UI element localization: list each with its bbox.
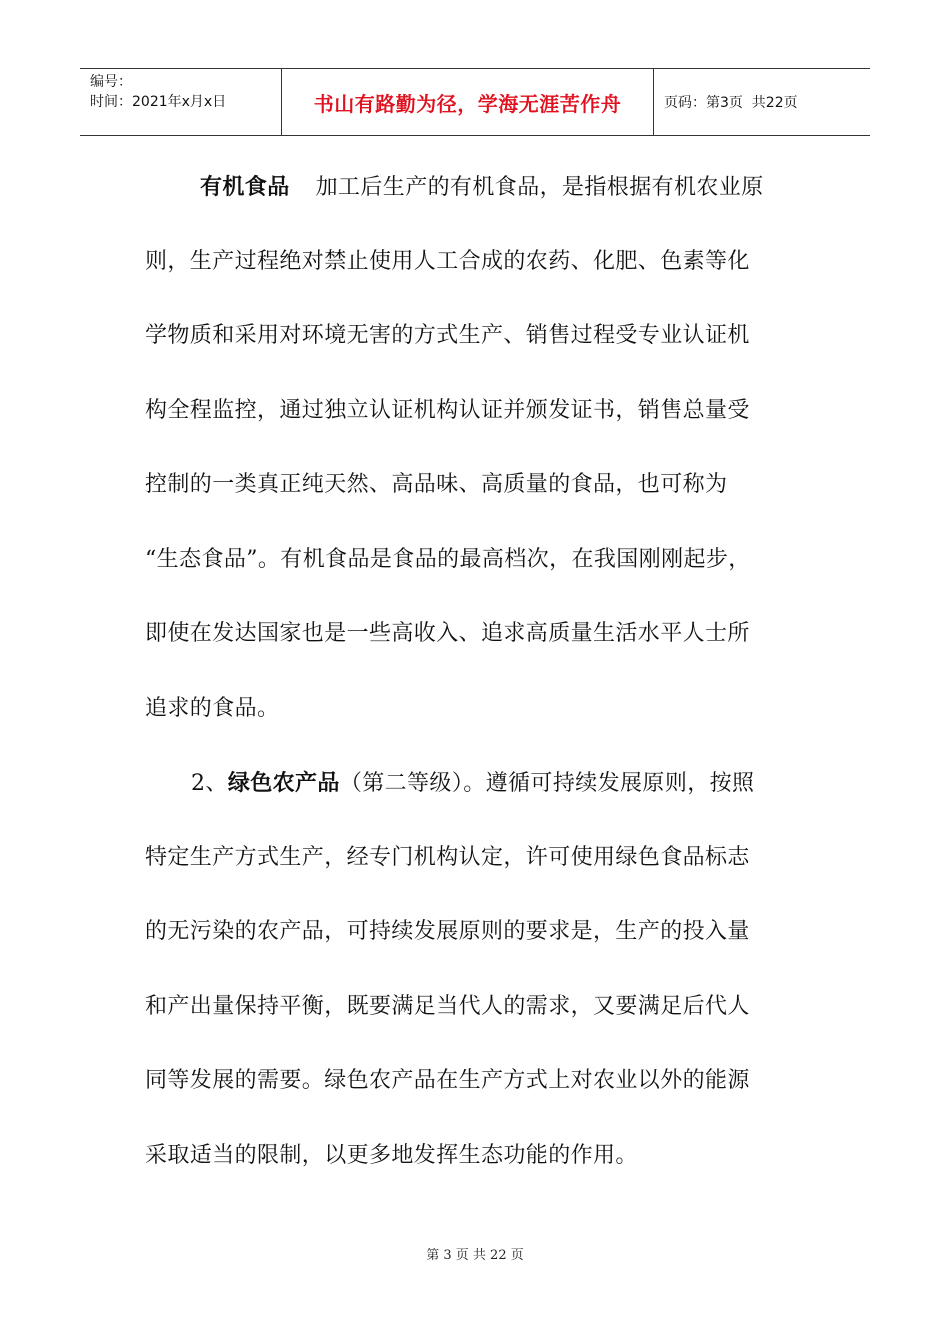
paragraph-1-line: “生态食品”。有机食品是食品的最高档次，在我国刚刚起步， bbox=[145, 546, 751, 572]
term-green-agri-product: 绿色农产品 bbox=[227, 770, 340, 796]
paragraph-1-line: 即使在发达国家也是一些高收入、追求高质量生活水平人士所 bbox=[145, 621, 750, 646]
paragraph-2-line: 特定生产方式生产，经专门机构认定，许可使用绿色食品标志 bbox=[145, 844, 750, 870]
paragraph-1-first-line bbox=[145, 150, 805, 225]
page-footer: 第 3 页 共 22 页 bbox=[426, 1248, 524, 1263]
paragraph-2-first-line bbox=[145, 746, 805, 821]
header-number-label: 编号： bbox=[90, 74, 132, 90]
paragraph-2-line: 同等发展的需要。绿色农产品在生产方式上对农业以外的能源 bbox=[145, 1068, 750, 1093]
paragraph-1-line: 构全程监控，通过独立认证机构认证并颁发证书，销售总量受 bbox=[145, 397, 750, 423]
paragraph-1-line: 则，生产过程绝对禁止使用人工合成的农药、化肥、色素等化 bbox=[145, 248, 750, 274]
paragraph-2-line: 和产出量保持平衡，既要满足当代人的需求，又要满足后代人 bbox=[145, 993, 750, 1019]
header-meta-cell bbox=[80, 69, 282, 135]
document-body bbox=[145, 150, 805, 1193]
paragraph-2-line: 的无污染的农产品，可持续发展原则的要求是，生产的投入量 bbox=[145, 919, 750, 944]
paragraph-1-line: 学物质和采用对环境无害的方式生产、销售过程受专业认证机 bbox=[145, 323, 750, 348]
paragraph-2-number: 2、 bbox=[191, 771, 228, 796]
paragraph-2-text: （第二等级）。遵循可持续发展原则，按照 bbox=[339, 771, 755, 796]
paragraph-1-line: 控制的一类真正纯天然、高品味、高质量的食品，也可称为 bbox=[145, 472, 728, 497]
paragraph-1-text: 加工后生产的有机食品，是指根据有机农业原 bbox=[315, 175, 764, 200]
paragraph-1-line: 追求的食品。 bbox=[145, 695, 280, 721]
header-motto: 书山有路勤为径，学海无涯苦作舟 bbox=[282, 69, 654, 135]
paragraph-2-line: 采取适当的限制，以更多地发挥生态功能的作用。 bbox=[145, 1142, 638, 1168]
header-page-label: 页码：第3页 共22页 bbox=[664, 95, 798, 111]
header-time-label: 时间：2021年x月x日 bbox=[90, 94, 227, 110]
term-organic-food: 有机食品 bbox=[200, 174, 290, 200]
page-header bbox=[80, 68, 870, 136]
header-page-cell bbox=[654, 69, 870, 135]
